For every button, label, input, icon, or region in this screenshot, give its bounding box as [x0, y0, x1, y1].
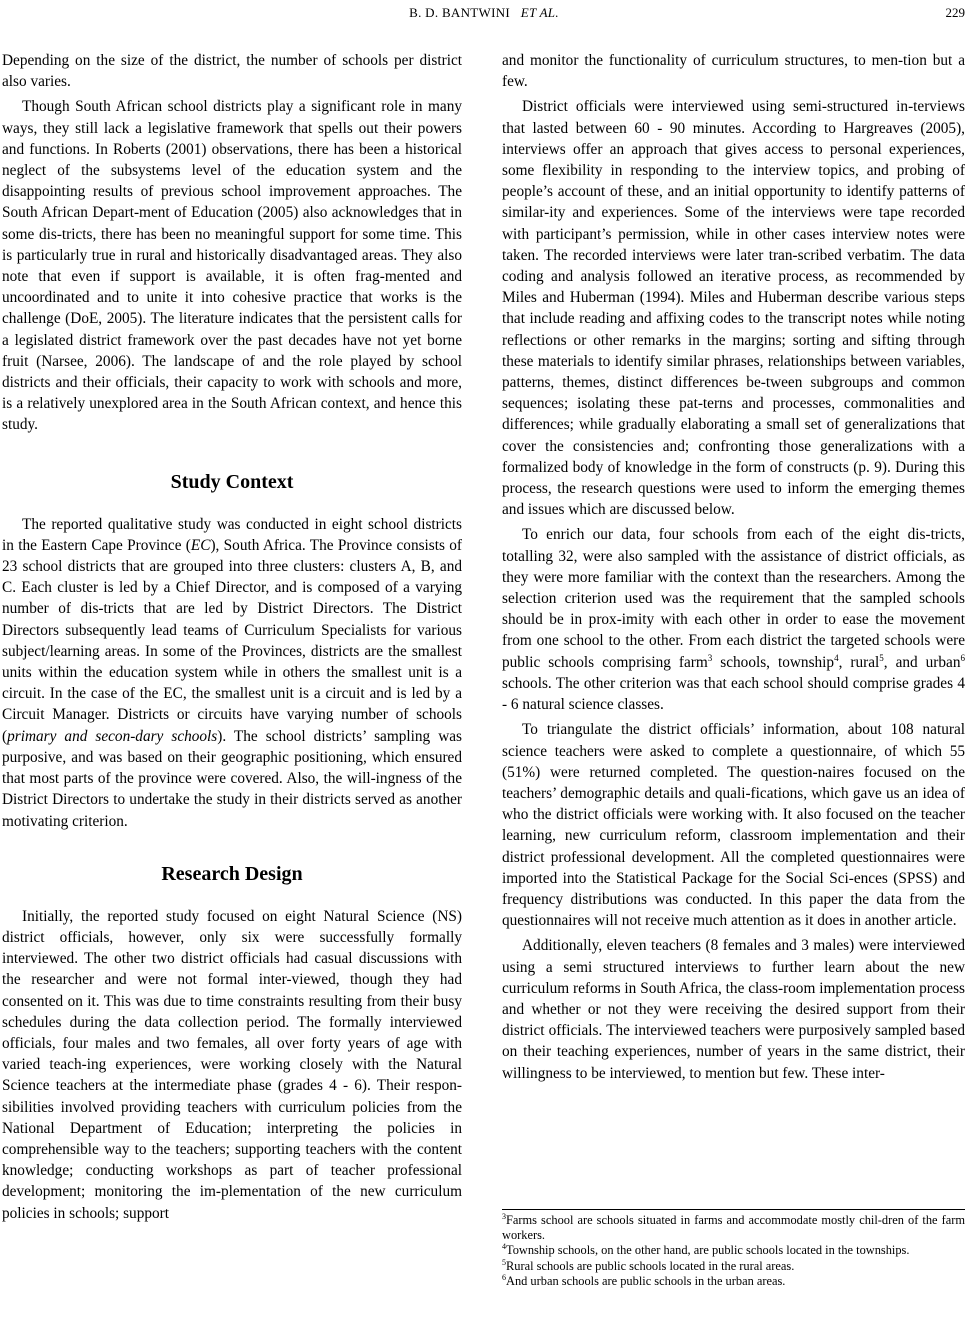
footnote-ref: 5 — [879, 652, 884, 663]
footnote-ref: 3 — [707, 652, 713, 663]
paragraph: Additionally, eleven teachers (8 females and 3 males) were interviewed using a semi structured interviews to further learn about the new curriculum reforms in South Africa, the class-room implementation process and whether or not they were receiving the desired support from their district officials. The interviewed teachers were purposively sampled based on their teaching experiences, number of years in the same district, their willingness to be interviewed, to mention but few. These inter- — [502, 937, 965, 1082]
author-etal: ET AL. — [520, 5, 559, 20]
right-column — [502, 50, 965, 1084]
footnote: $^5$Rural schools are public schools located in the rural areas. — [502, 1257, 795, 1273]
section-heading-research-design: Research Design — [161, 862, 303, 885]
footnote-ref: 4 — [834, 652, 839, 663]
paragraph: To triangulate the district officials’ information, about 108 natural science teachers were asked to complete a questionnaire, of which 55 (51%) were returned completed. The question-naires focused on the teachers’ demographic details and quali-fications, which gave us an idea of who the district officials were working with. It also focused on the teacher learning, new curriculum reform, classroom implementation and their district professional development. All the completed questionnaires were imported into the Statistical Package for the Social Sci-ences (SPSS) and frequency distributions was conducted. In this paper the data from the questionnaires will not receive much attention as it does in another article. — [502, 721, 965, 930]
footnote: $^6$And urban schools are public schools in the urban areas. — [502, 1272, 786, 1288]
page-number: 229 — [945, 5, 965, 20]
footnote-ref: 6 — [960, 652, 965, 663]
footnote: $^4$Township schools, on the other hand, are public schools located in the townships. — [502, 1242, 910, 1258]
paragraph: and monitor the functionality of curriculum structures, to men-tion but a few. — [502, 52, 965, 91]
left-column — [2, 50, 462, 1224]
paragraph: District officials were interviewed using semi-structured in-terviews that lasted between 60 - 90 minutes. According to Hargreaves (2005), interviews offer an approach that gives access to personal experiences, some flexibility in responding to the interview topics, and probing of people’s account of these, and an initial opportunity to identify patterns of similar-ity and experiences. Some of the interviews were tape recorded with participant’s permission, while in other cases interview notes were taken. The recorded interviews were later tran-scribed verbatim. The data coding and analysis followed an iterative process, as recommended by Miles and Huberman (1994). Miles and Huberman describe various steps that include reading and affixing codes to the transcript notes while noting reflections or other remarks in the margins; sorting and sifting through these materials to identify similar phrases, relationships between variables, patterns, themes, distinct differences be-tween subgroups and common sequences; isolating these pat-terns and processes, commonalities and differences; while gradually elaborating a small set of generalizations that cover the consistencies and; confronting those generalizations with a formalized body of knowledge in the form of constructs (p. 9). During this process, the research questions were used to inform the emerging themes and issues which are discussed below. — [502, 98, 965, 519]
paragraph: The reported qualitative study was conducted in eight school districts in the Eastern Cape Province (EC), South Africa. The Province consists of 23 school districts that are grouped into three clusters: clusters A, B, and C. Each cluster is led by a Chief Director, and is composed of a varying number of dis-tricts that are led by District Directors. The District Directors subsequently lead teams of Curriculum Specialists for various subject/learning areas. In some of the Provinces, districts are the smallest units within the education system while in others the smallest unit is a circuit. In the case of the EC, the smallest unit is a circuit and is led by a Circuit Manager. Districts or circuits have varying number of schools (primary and secon-dary schools). The school districts’ sampling was purposive, and was based on their geographic positioning, which ensured that most parts of the province were covered. Also, the will-ingness of the District Directors to undertake the study in their districts served as another motivating criterion. — [2, 515, 462, 830]
footnotes — [502, 1209, 965, 1289]
section-heading-study-context: Study Context — [170, 470, 294, 493]
paragraph: Though South African school districts play a significant role in many ways, they still lack a legislative framework that spells out their powers and functions. In Roberts (2001) observations, there has been a historical neglect of the subsystems level of the education system and the disappointing results of previous school improvement approaches. The South African Depart-ment of Education (2005) also acknowledges that in some dis-tricts, there has been no meaningful support for some time. This is particularly true in rural and historically disadvantaged areas. They also note that even if support is available, it is often frag-mented and uncoordinated and to unite it into cohesive practice that works is the challenge (DoE, 2005). The literature indicates that the persistent calls for a legislated district framework over the past decades have not yet borne fruit (Narsee, 2006). The landscape of and the role played by school districts and their officials, their capacity to work with schools and more, is a relatively unexplored area in the South African context, and hence this study. — [2, 98, 462, 434]
paragraph: Initially, the reported study focused on eight Natural Science (NS) district officials, however, only six were successfully formally interviewed. The other two district officials had casual discussions with the researcher and were not formal inter-viewed, though they had consented on it. This was due to time constraints resulting from their busy schedules during the data collection period. The formally interviewed officials, four males and two females, all over forty years of age with varied teach-ing experiences, were working closely with the Natural Science teachers at the intermediate phase (grades 4 - 6). Their respon-sibilities involved providing teachers with curriculum policies from the National Department of Education; interpreting the policies in comprehensible way to the teachers; supporting teachers with the content knowledge; conducting workshops as part of teacher professional development; monitoring the im-plementation of the new curriculum policies in schools; support — [2, 907, 462, 1222]
paragraph: To enrich our data, four schools from each of the eight dis-tricts, totalling 32, were also sampled with the assistance of district officials, as they were more familiar with the context than the researchers. Among the selection criterion used was the requirement that the sampled schools should be in prox-imity with each other in order to ease the movement from one school to the other. From each district the targeted schools were public schools comprising farm$^3$ schools, township$^4$, rural$^5$, and urban$^6$ schools. The other criterion was that each school should comprise grades 4 - 6 natural science classes. — [502, 526, 965, 714]
footnote: $^3$Farms school are schools situated in farms and accommodate mostly chil-dren of the farm workers. — [502, 1211, 965, 1243]
paragraph: Depending on the size of the district, the number of schools per district also varies. — [2, 52, 462, 91]
author-name: B. D. BANTWINI — [409, 5, 511, 20]
running-author — [0, 5, 968, 21]
running-header — [0, 2, 968, 26]
